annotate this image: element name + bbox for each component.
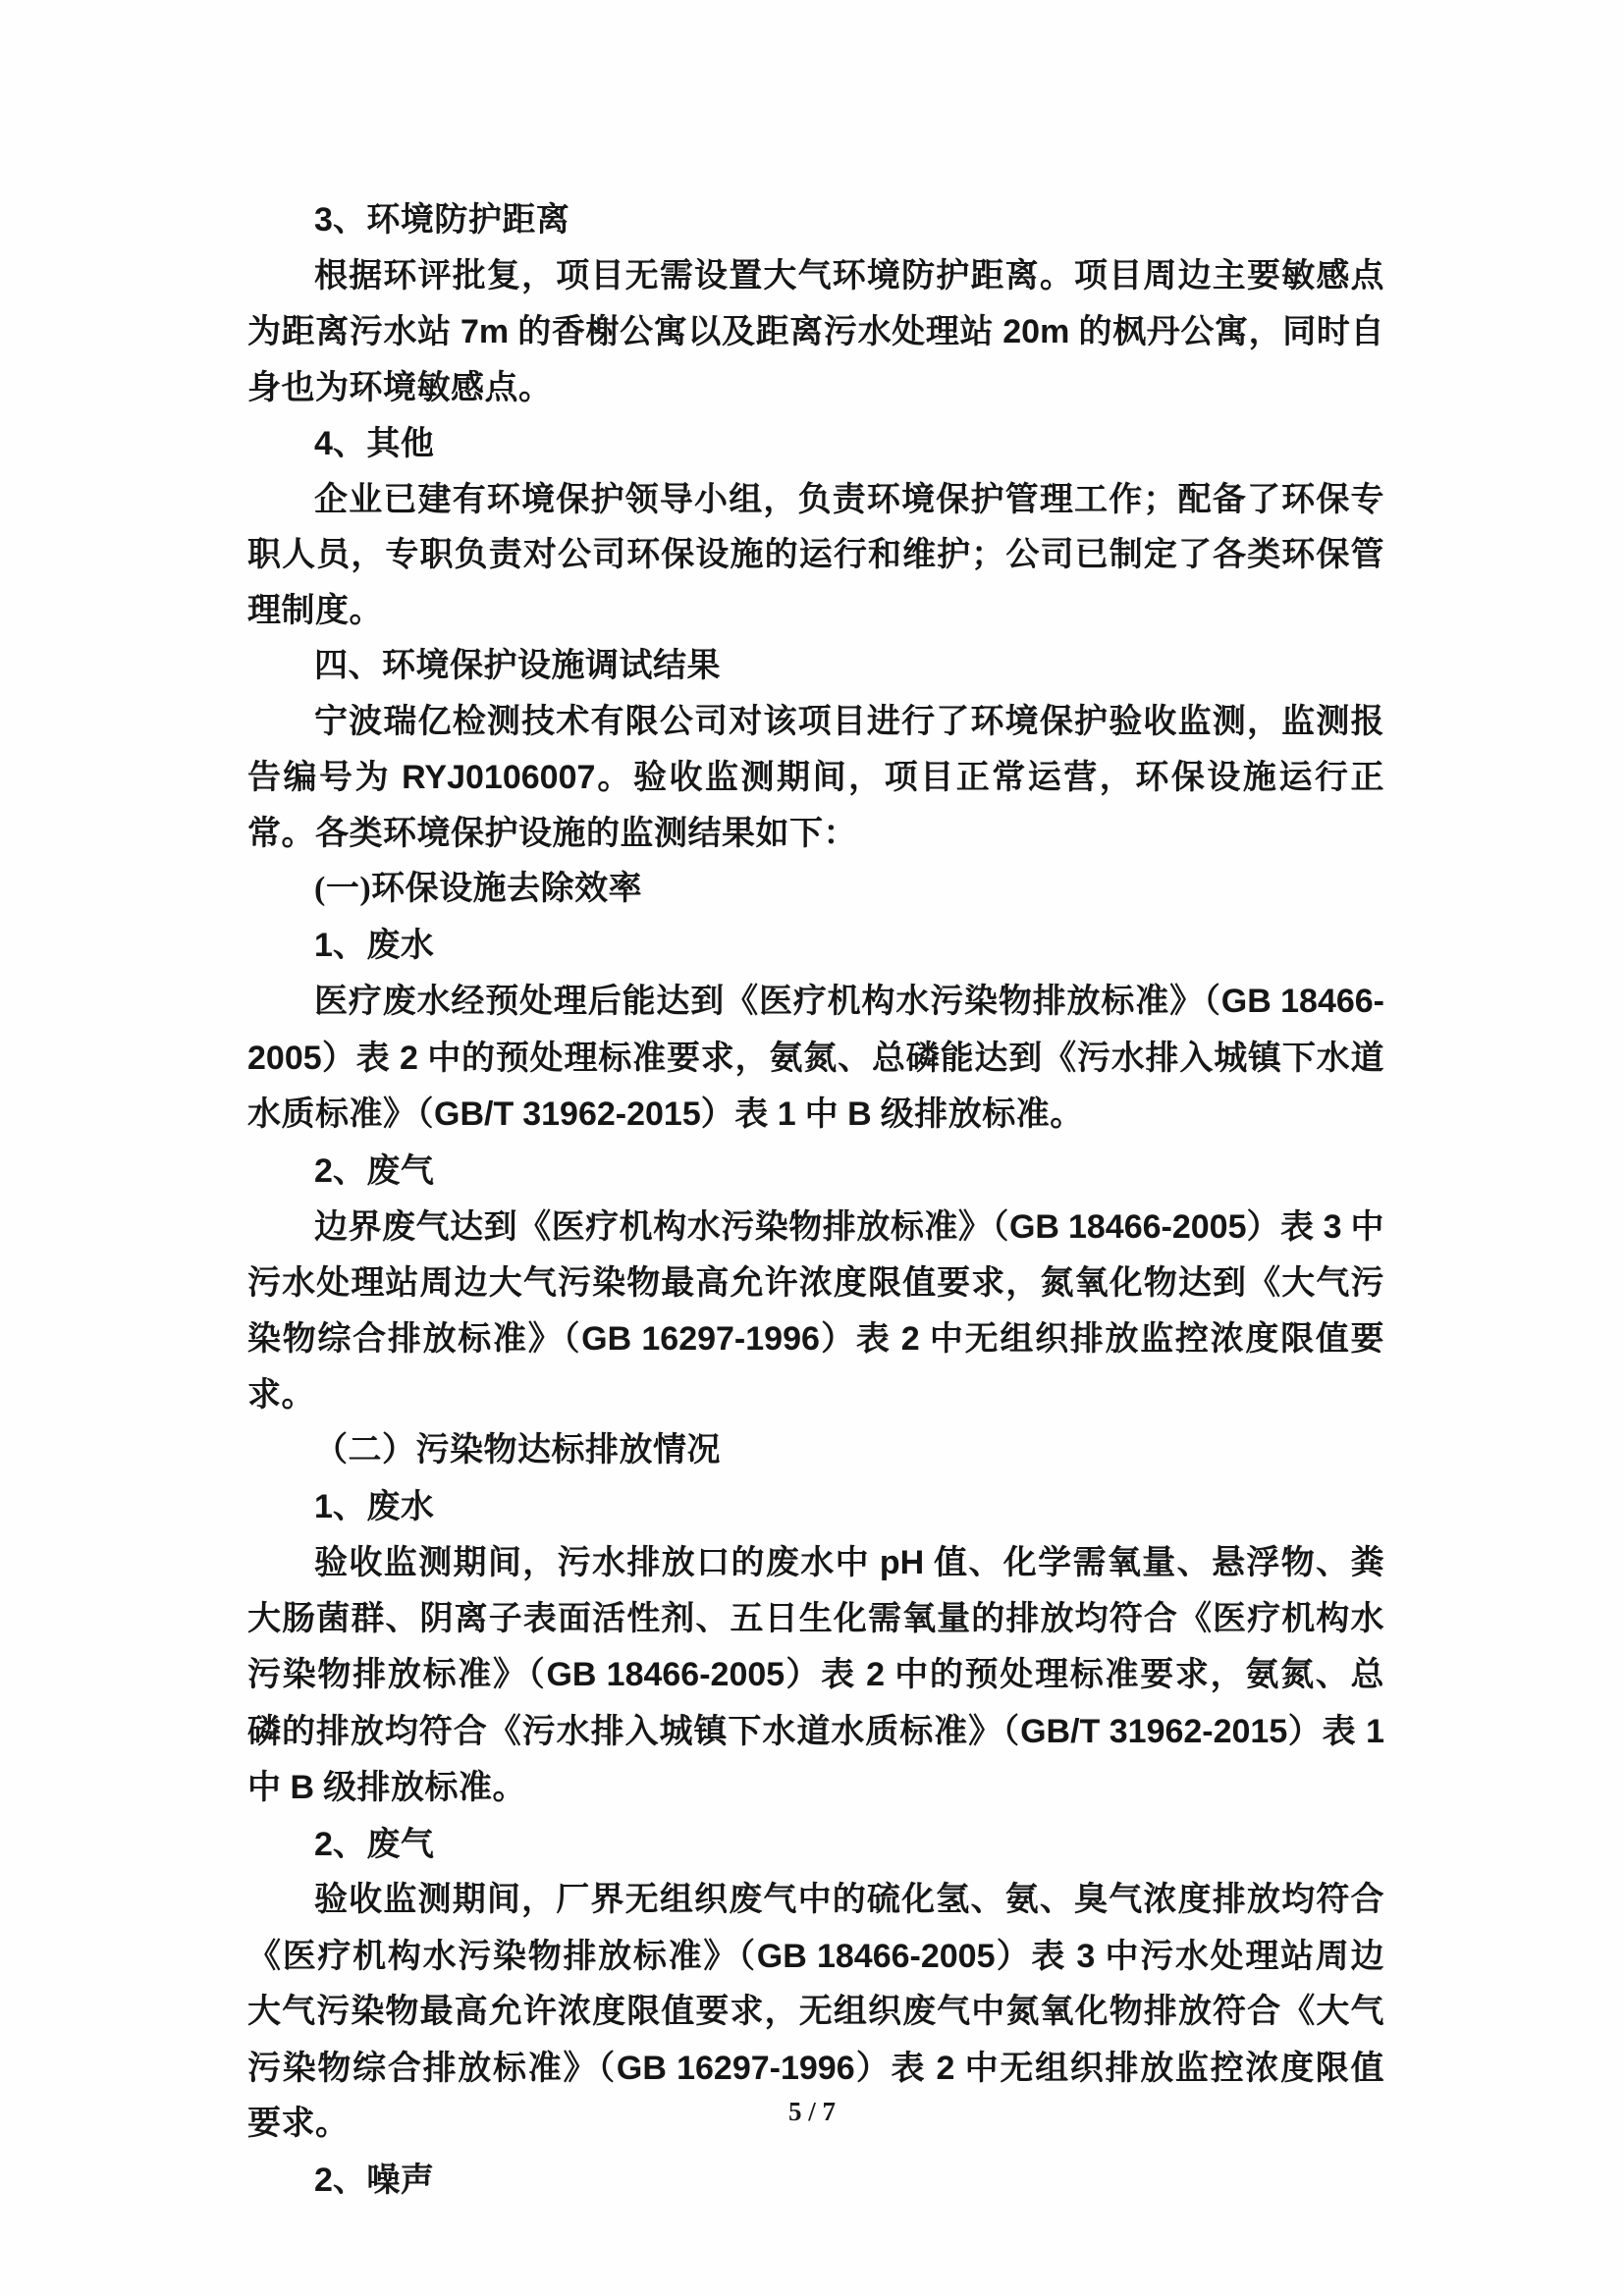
section-heading: (一)环保设施去除效率 (314, 871, 643, 907)
section-heading: 2、废气 (314, 1151, 435, 1190)
paragraph: 验收监测期间，厂界无组织废气中的硫化氢、氨、臭气浓度排放均符合《医疗机构水污染物排放标准》（GB 18466-2005）表 3 中污水处理站周边大气污染物最高允许浓度限值要求，无组织废气中氮氧化物排放符合《大气污染物综合排放标准》（GB 16297-1996）表 2 中无组织排放监控浓度限值要求。 (247, 1882, 1385, 2142)
section-heading: 3、环境防护距离 (314, 201, 570, 239)
paragraph: 医疗废水经预处理后能达到《医疗机构水污染物排放标准》（GB 18466-2005）表 2 中的预处理标准要求，氨氮、总磷能达到《污水排入城镇下水道水质标准》（GB/T 31962-2015）表 1 中 B 级排放标准。 (247, 983, 1385, 1133)
section-heading: 1、废水 (314, 1487, 435, 1525)
page-number: 5 / 7 (787, 2097, 836, 2126)
paragraph: 宁波瑞亿检测技术有限公司对该项目进行了环境保护验收监测，监测报告编号为 RYJ0106007。验收监测期间，项目正常运营，环保设施运行正常。各类环境保护设施的监测结果如下： (247, 703, 1385, 852)
paragraph: 验收监测期间，污水排放口的废水中 pH 值、化学需氧量、悬浮物、粪大肠菌群、阴离子表面活性剂、五日生化需氧量的排放均符合《医疗机构水污染物排放标准》（GB 18466-2005）表 2 中的预处理标准要求，氨氮、总磷的排放均符合《污水排入城镇下水道水质标准》（GB/T 31962-2015）表 1 中 B 级排放标准。 (247, 1544, 1385, 1806)
section-heading: 四、环境保护设施调试结果 (314, 648, 721, 684)
paragraph: 根据环评批复，项目无需设置大气环境防护距离。项目周边主要敏感点为距离污水站 7m 的香榭公寓以及距离污水处理站 20m 的枫丹公寓，同时自身也为环境敏感点。 (247, 257, 1385, 406)
section-heading: 2、噪声 (314, 2161, 435, 2199)
section-heading: 4、其他 (314, 425, 435, 462)
section-heading: 2、废气 (314, 1825, 435, 1863)
paragraph: 边界废气达到《医疗机构水污染物排放标准》（GB 18466-2005）表 3 中污水处理站周边大气污染物最高允许浓度限值要求，氮氧化物达到《大气污染物综合排放标准》（GB 16297-1996）表 2 中无组织排放监控浓度限值要求。 (247, 1208, 1385, 1414)
paragraph: 企业已建有环境保护领导小组，负责环境保护管理工作；配备了环保专职人员，专职负责对公司环保设施的运行和维护；公司已制定了各类环保管理制度。 (247, 481, 1384, 629)
document-body (247, 192, 1384, 2209)
section-heading: 1、废水 (314, 926, 435, 964)
section-heading: （二）污染物达标排放情况 (314, 1432, 721, 1468)
